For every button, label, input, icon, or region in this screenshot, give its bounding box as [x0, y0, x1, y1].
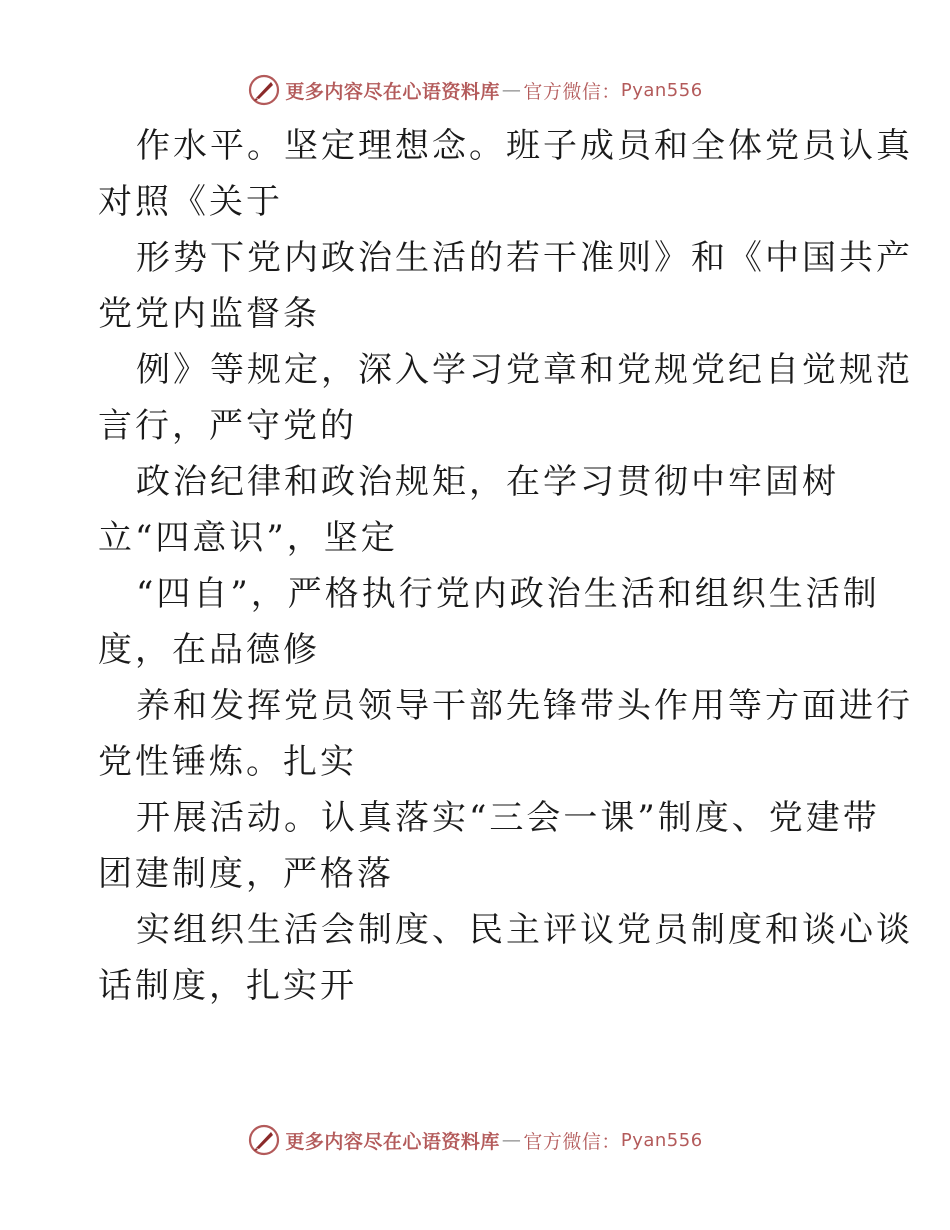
line-second: 团建制度，严格落 — [98, 854, 394, 894]
watermark-site-name: 更多内容尽在心语资料库 — [285, 1130, 500, 1153]
watermark-site-name: 更多内容尽在心语资料库 — [285, 80, 500, 103]
body-paragraph-7 — [98, 790, 880, 902]
line-first: 开展活动。认真落实“三会一课”制度、党建带 — [136, 798, 880, 838]
line-first: 例》等规定，深入学习党章和党规党纪自觉规范 — [136, 350, 913, 390]
line-second: 党党内监督条 — [98, 294, 320, 334]
header-watermark — [0, 72, 950, 108]
line-second: 党性锤炼。扎实 — [98, 742, 357, 782]
body-paragraph-8 — [98, 902, 913, 1014]
watermark-official-label: 官方微信： — [523, 80, 621, 103]
document-body — [98, 118, 913, 1014]
quill-logo-icon — [247, 73, 281, 107]
line-first: 政治纪律和政治规矩，在学习贯彻中牢固树 — [136, 462, 839, 502]
watermark-separator: — — [501, 79, 522, 101]
quill-logo-icon — [247, 1123, 281, 1157]
body-paragraph-3 — [98, 342, 913, 454]
line-first: 养和发挥党员领导干部先锋带头作用等方面进行 — [136, 686, 913, 726]
line-second: 立“四意识”，坚定 — [98, 518, 398, 558]
body-paragraph-2 — [98, 230, 913, 342]
line-second: 对照《关于 — [98, 182, 283, 222]
body-paragraph-1 — [98, 118, 913, 230]
line-second: 话制度，扎实开 — [98, 966, 357, 1006]
footer-watermark — [0, 1122, 950, 1158]
line-first: 实组织生活会制度、民主评议党员制度和谈心谈 — [136, 910, 913, 950]
line-second: 言行，严守党的 — [98, 406, 357, 446]
watermark-separator: — — [501, 1129, 522, 1151]
watermark-wechat-id: Pyan556 — [620, 1129, 703, 1151]
body-paragraph-6 — [98, 678, 913, 790]
watermark-official-label: 官方微信： — [523, 1130, 621, 1153]
line-first: “四自”，严格执行党内政治生活和组织生活制 — [136, 574, 880, 614]
line-second: 度，在品德修 — [98, 630, 320, 670]
line-first: 形势下党内政治生活的若干准则》和《中国共产 — [136, 238, 913, 278]
watermark-wechat-id: Pyan556 — [620, 79, 703, 101]
body-paragraph-4 — [98, 454, 858, 566]
body-paragraph-5 — [98, 566, 880, 678]
line-first: 作水平。坚定理想念。班子成员和全体党员认真 — [136, 126, 913, 166]
